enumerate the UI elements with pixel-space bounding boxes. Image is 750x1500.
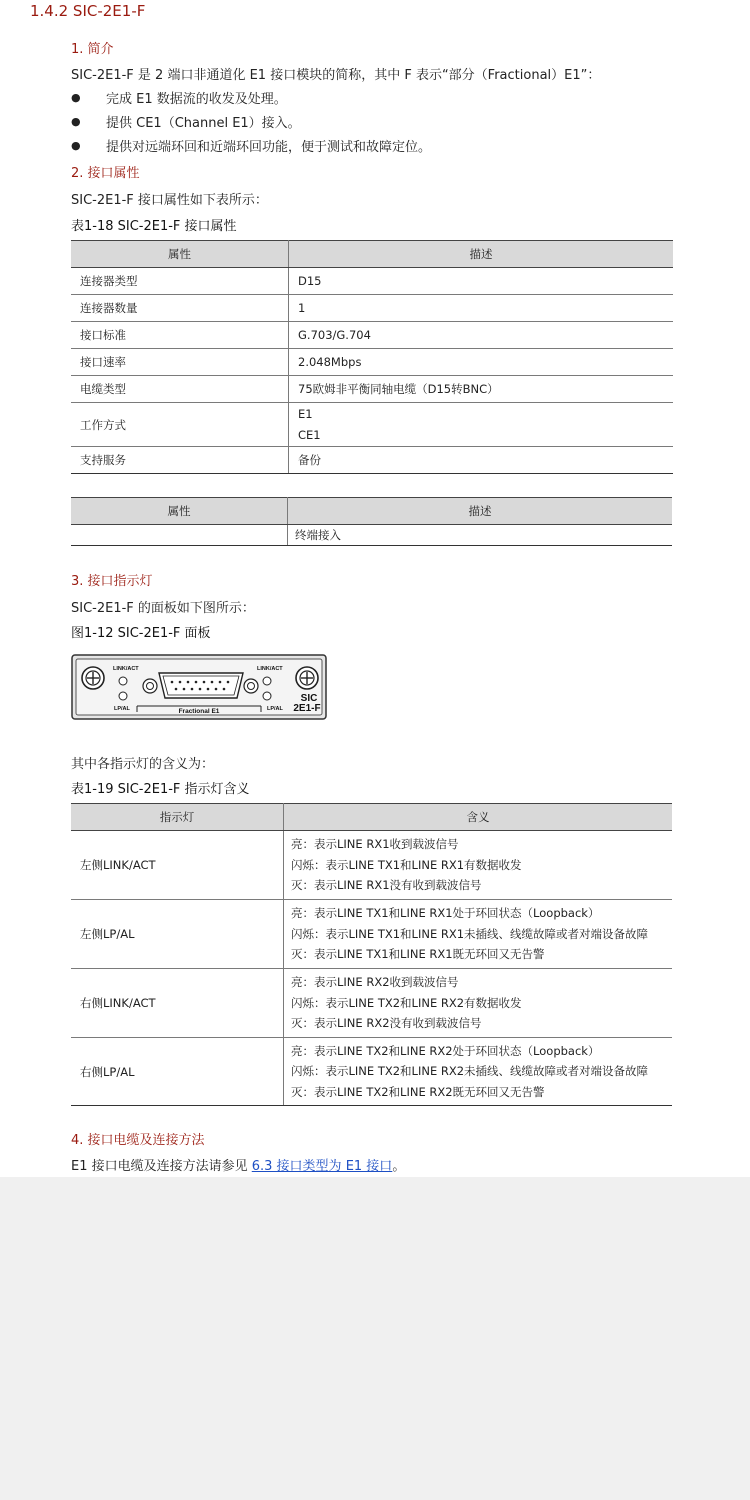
table-cell: 连接器数量	[71, 295, 289, 322]
cable-text: E1 接口电缆及连接方法请参见	[71, 1159, 252, 1174]
meaning-line: 灭：表示LINE RX1没有收到载波信号	[291, 878, 482, 893]
table-header-indicator: 指示灯	[71, 804, 284, 831]
bullet-icon: ●	[71, 115, 81, 128]
table-row	[71, 525, 672, 546]
indicator-meaning	[284, 831, 673, 900]
table-row	[71, 376, 673, 403]
table-header-description: 描述	[289, 241, 674, 268]
indicator-name: 左侧LP/AL	[71, 900, 284, 969]
left-lpal-label: LP/AL	[114, 706, 130, 712]
meaning-line: 闪烁：表示LINE TX2和LINE RX2有数据收发	[291, 995, 522, 1010]
section-2-intro: SIC-2E1-F 接口属性如下表所示：	[71, 193, 268, 208]
table-cell: 终端接入	[288, 525, 673, 546]
table-cell	[289, 403, 674, 447]
attributes-continuation-table	[71, 497, 672, 546]
section-4-text	[71, 1155, 405, 1174]
section-4-title: 4. 接口电缆及连接方法	[71, 1133, 205, 1148]
right-lpal-label: LP/AL	[267, 706, 283, 712]
table-cell	[71, 525, 288, 546]
left-linkact-led-icon	[119, 677, 127, 685]
model-label-line2: 2E1-F	[293, 703, 321, 714]
indicator-name: 左侧LINK/ACT	[71, 831, 284, 900]
right-lpal-led-icon	[263, 692, 271, 700]
table-cell: 75欧姆非平衡同轴电缆（D15转BNC）	[289, 376, 674, 403]
table-row	[71, 403, 673, 447]
sic-2e1-f-panel-figure	[71, 654, 327, 720]
table-cell: G.703/G.704	[289, 322, 674, 349]
connector-label: Fractional E1	[178, 708, 220, 715]
meaning-line: 灭：表示LINE TX2和LINE RX2既无环回又无告警	[291, 1084, 545, 1099]
table-row	[71, 268, 673, 295]
meaning-line: 亮：表示LINE TX2和LINE RX2处于环回状态（Loopback）	[291, 1043, 600, 1058]
meaning-line: 闪烁：表示LINE TX1和LINE RX1有数据收发	[291, 857, 522, 872]
bullet-icon: ●	[71, 139, 81, 152]
table-header-attribute: 属性	[71, 498, 288, 525]
figure-caption: 图1-12 SIC-2E1-F 面板	[71, 626, 211, 641]
table-cell: 连接器类型	[71, 268, 289, 295]
section-2-title: 2. 接口属性	[71, 166, 140, 181]
table-caption: 表1-19 SIC-2E1-F 指示灯含义	[71, 782, 250, 797]
section-1-title: 1. 简介	[71, 42, 114, 57]
table-cell: 支持服务	[71, 447, 289, 474]
indicator-meaning	[284, 969, 673, 1038]
table-row	[71, 447, 673, 474]
indicator-meaning-intro: 其中各指示灯的含义为：	[71, 757, 215, 772]
meaning-line: 亮：表示LINE TX1和LINE RX1处于环回状态（Loopback）	[291, 906, 600, 921]
right-linkact-led-icon	[263, 677, 271, 685]
table-cell: 1	[289, 295, 674, 322]
section-3-title: 3. 接口指示灯	[71, 574, 153, 589]
table-cell: 电缆类型	[71, 376, 289, 403]
left-screw-icon	[82, 667, 104, 689]
indicator-meaning	[284, 1038, 673, 1106]
table-row	[71, 322, 673, 349]
work-mode-e1: E1	[298, 407, 313, 421]
meaning-line: 闪烁：表示LINE TX2和LINE RX2未插线、线缆故障或者对端设备故障	[291, 1064, 649, 1079]
table-cell: D15	[289, 268, 674, 295]
table-row	[71, 969, 672, 1038]
meaning-line: 灭：表示LINE TX1和LINE RX1既无环回又无告警	[291, 947, 545, 962]
table-row	[71, 831, 672, 900]
table-cell: 接口速率	[71, 349, 289, 376]
table-caption: 表1-18 SIC-2E1-F 接口属性	[71, 219, 237, 234]
bullet-icon: ●	[71, 91, 81, 104]
table-row	[71, 1038, 672, 1106]
indicator-name: 右侧LP/AL	[71, 1038, 284, 1106]
e1-interface-link[interactable]: 6.3 接口类型为 E1 接口	[251, 1159, 393, 1174]
bullet-item: 提供 CE1（Channel E1）接入。	[106, 116, 301, 131]
table-row	[71, 900, 672, 969]
table-header-attribute: 属性	[71, 241, 289, 268]
left-linkact-label: LINK/ACT	[113, 666, 139, 672]
left-lpal-led-icon	[119, 692, 127, 700]
right-linkact-label: LINK/ACT	[257, 666, 283, 672]
table-cell: 备份	[289, 447, 674, 474]
indicator-name: 右侧LINK/ACT	[71, 969, 284, 1038]
section-3-intro: SIC-2E1-F 的面板如下图所示：	[71, 601, 255, 616]
section-heading: 1.4.2 SIC-2E1-F	[30, 2, 146, 20]
table-cell: 接口标准	[71, 322, 289, 349]
table-row	[71, 349, 673, 376]
right-screw-icon	[296, 667, 318, 689]
section-1-intro: SIC-2E1-F 是 2 端口非通道化 E1 接口模块的简称，其中 F 表示“部分（Fractional）E1”：	[71, 68, 601, 83]
table-cell: 工作方式	[71, 403, 289, 447]
bullet-item: 提供对远端环回和近端环回功能，便于测试和故障定位。	[106, 140, 432, 155]
meaning-line: 亮：表示LINE RX1收到载波信号	[291, 837, 459, 852]
meaning-line: 闪烁：表示LINE TX1和LINE RX1未插线、线缆故障或者对端设备故障	[291, 926, 649, 941]
table-header-meaning: 含义	[284, 804, 673, 831]
meaning-line: 亮：表示LINE RX2收到载波信号	[291, 975, 459, 990]
table-cell: 2.048Mbps	[289, 349, 674, 376]
bullet-item: 完成 E1 数据流的收发及处理。	[106, 92, 287, 107]
interface-attributes-table	[71, 240, 673, 474]
model-label-line1: SIC	[300, 693, 318, 704]
indicator-meaning	[284, 900, 673, 969]
table-row	[71, 295, 673, 322]
cable-text-end: 。	[392, 1159, 406, 1174]
meaning-line: 灭：表示LINE RX2没有收到载波信号	[291, 1016, 482, 1031]
work-mode-ce1: CE1	[298, 427, 321, 442]
indicator-meaning-table	[71, 803, 672, 1106]
table-header-description: 描述	[288, 498, 673, 525]
